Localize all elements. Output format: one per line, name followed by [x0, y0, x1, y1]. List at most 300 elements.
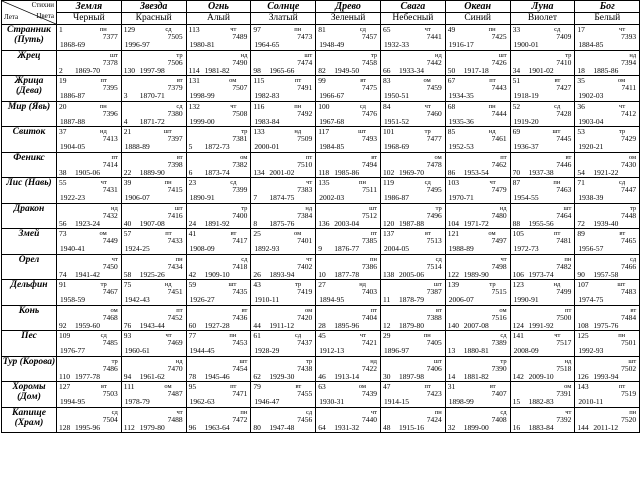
slavic-year: 7498: [491, 261, 507, 271]
year-cell: [121, 331, 186, 357]
slavic-year: 7448: [621, 210, 637, 220]
weekday: шт: [174, 204, 183, 212]
weekday: тр: [435, 204, 442, 212]
day-number: 82: [318, 65, 326, 75]
weekday: нд: [164, 281, 172, 288]
gregorian-years: 1890-91: [189, 193, 215, 202]
weekday: тр: [370, 51, 377, 59]
gregorian-years: 1959-60: [75, 320, 100, 330]
gregorian-years: 1991-92: [528, 320, 554, 330]
weekday: чт: [230, 102, 237, 110]
gregorian-years: 1985-86: [334, 167, 360, 177]
day-number: 46: [318, 371, 326, 381]
day-number: 113: [188, 25, 200, 34]
year-cell: [575, 76, 640, 102]
day-number: 75: [123, 280, 132, 289]
slavic-year: 7488: [167, 414, 183, 424]
year-cell: [316, 254, 381, 280]
slavic-year: 7400: [232, 210, 248, 220]
slavic-year: 7414: [102, 159, 118, 169]
row-name: Дельфин: [2, 280, 57, 306]
year-cell: [186, 254, 251, 280]
stick-header: Бог: [575, 1, 640, 13]
weekday: шт: [552, 128, 561, 135]
gregorian-years: 2000-01: [254, 142, 280, 151]
year-cell: [57, 50, 122, 76]
day-number: 93: [123, 331, 132, 340]
weekday: нд: [564, 357, 572, 365]
slavic-year: 7387: [426, 287, 442, 296]
year-cell: [186, 101, 251, 127]
slavic-year: 7492: [297, 108, 313, 118]
gregorian-years: 1938-39: [578, 193, 604, 202]
weekday: сд: [629, 255, 637, 263]
day-number: 84: [382, 101, 391, 111]
gregorian-years: 1948-49: [319, 40, 345, 49]
day-number: 90: [577, 269, 585, 279]
slavic-year: 7471: [232, 389, 248, 398]
day-number: 72: [577, 218, 585, 228]
gregorian-years: 1956-57: [578, 244, 604, 253]
weekday: пн: [229, 332, 237, 339]
year-cell: [316, 178, 381, 204]
day-number: 128: [59, 422, 71, 432]
weekday: пн: [175, 255, 183, 263]
day-number: 80: [253, 422, 261, 432]
year-cell: [445, 254, 510, 280]
table-row: [2, 229, 640, 255]
weekday: тр: [619, 128, 626, 135]
weekday: нд: [240, 51, 248, 59]
weekday: нд: [499, 204, 507, 212]
weekday: шт: [563, 204, 572, 212]
weekday: вт: [230, 230, 237, 237]
day-number: 119: [382, 178, 394, 187]
day-number: 109: [59, 331, 71, 340]
day-number: 36: [577, 101, 585, 111]
year-cell: [57, 407, 122, 433]
weekday: сд: [359, 102, 366, 110]
slavic-year: 7483: [621, 287, 637, 296]
weekday: сд: [554, 26, 561, 33]
slavic-year: 7395: [102, 83, 118, 92]
day-number: 39: [123, 178, 132, 187]
slavic-year: 7456: [297, 414, 313, 424]
weekday: пт: [294, 77, 302, 84]
corner-colors-label: Цвета: [36, 12, 54, 20]
weekday: пт: [370, 306, 377, 314]
slavic-year: 7398: [167, 159, 183, 169]
weekday: чт: [619, 26, 626, 33]
slavic-year: 7461: [491, 134, 507, 143]
day-number: 96: [188, 422, 197, 432]
gregorian-years: 1982-83: [254, 91, 280, 100]
stick-header: Солнце: [251, 1, 316, 13]
slavic-year: 7493: [361, 134, 377, 143]
slavic-year: 7392: [556, 414, 572, 424]
day-number: 42: [188, 269, 197, 279]
gregorian-years: 1880-81: [463, 346, 489, 355]
weekday: ом: [99, 230, 107, 237]
year-cell: [380, 254, 445, 280]
year-cell: [121, 101, 186, 127]
gregorian-years: 1989-90: [463, 269, 489, 279]
weekday: сд: [230, 179, 237, 186]
table-row: [2, 280, 640, 306]
day-number: 69: [512, 127, 521, 136]
day-number: 88: [512, 218, 521, 228]
gregorian-years: 1911-12: [269, 320, 295, 330]
gregorian-years: 1894-95: [319, 295, 345, 304]
year-cell: [57, 101, 122, 127]
day-number: 68: [447, 101, 456, 111]
year-cell: [510, 76, 575, 102]
day-number: 103: [447, 178, 460, 187]
day-number: 136: [318, 218, 330, 228]
slavic-year: 7431: [102, 185, 118, 194]
slavic-year: 7426: [491, 57, 507, 67]
row-name: Змей: [2, 229, 57, 255]
year-cell: [510, 229, 575, 255]
gregorian-years: 1962-63: [189, 397, 215, 406]
year-cell: [510, 50, 575, 76]
weekday: пт: [565, 306, 572, 314]
table-row: [2, 407, 640, 433]
slavic-year: 7421: [361, 338, 377, 347]
slavic-year: 7453: [232, 338, 248, 347]
year-cell: [445, 178, 510, 204]
gregorian-years: 1906-07: [124, 193, 150, 202]
day-number: 74: [59, 269, 67, 279]
year-cell: [121, 229, 186, 255]
slavic-year: 7491: [297, 83, 313, 92]
weekday: чт: [165, 332, 172, 339]
day-number: 63: [318, 382, 326, 391]
gregorian-years: 1885-86: [593, 65, 619, 75]
day-number: 100: [318, 101, 330, 111]
weekday: чт: [424, 26, 431, 33]
day-number: 56: [59, 218, 67, 228]
slavic-year: 7520: [621, 414, 637, 424]
year-cell: [575, 229, 640, 255]
slavic-year: 7447: [621, 185, 637, 194]
slavic-year: 7432: [102, 210, 118, 220]
year-cell: [57, 25, 122, 51]
year-cell: [251, 152, 316, 178]
weekday: вт: [176, 77, 183, 84]
weekday: нд: [434, 51, 442, 59]
gregorian-years: 1969-70: [398, 167, 424, 177]
slavic-year: 7514: [426, 261, 442, 271]
day-number: 142: [512, 371, 524, 381]
slavic-year: 7393: [621, 32, 637, 41]
day-number: 8: [253, 218, 258, 228]
year-cell: [575, 356, 640, 382]
slavic-year: 7385: [361, 236, 377, 245]
year-cell: [186, 76, 251, 102]
year-cell: [121, 50, 186, 76]
slavic-year: 7511: [362, 185, 377, 194]
gregorian-years: 1928-29: [254, 346, 280, 355]
slavic-year: 7442: [426, 57, 442, 67]
weekday: шт: [498, 51, 507, 59]
year-cell: [445, 76, 510, 102]
gregorian-years: 1975-76: [593, 320, 619, 330]
weekday: пт: [111, 153, 118, 161]
gregorian-years: 1869-70: [75, 65, 100, 75]
year-cell: [380, 356, 445, 382]
weekday: пн: [359, 179, 366, 186]
weekday: сд: [176, 102, 183, 110]
day-number: 85: [447, 127, 456, 136]
gregorian-years: 1974-75: [578, 295, 604, 304]
slavic-year: 7467: [102, 287, 118, 296]
day-number: 73: [59, 229, 67, 238]
gregorian-years: 1940-41: [60, 244, 85, 253]
slavic-year: 7429: [621, 134, 637, 143]
stick-header: Луна: [510, 1, 575, 13]
slavic-year: 7379: [167, 83, 183, 92]
gregorian-years: 1896-97: [383, 346, 409, 355]
gregorian-years: 1927-28: [204, 320, 230, 330]
table-row: [2, 203, 640, 229]
weekday: чт: [424, 102, 431, 110]
gregorian-years: 1886-87: [60, 91, 85, 100]
slavic-year: 7444: [491, 108, 507, 118]
day-number: 45: [318, 331, 326, 340]
slavic-year: 7443: [491, 83, 507, 92]
row-name: Дракон: [2, 203, 57, 229]
day-number: 59: [188, 280, 197, 289]
table-row: [2, 76, 640, 102]
day-number: 98: [253, 65, 261, 75]
weekday: пт: [100, 77, 107, 84]
day-number: 101: [382, 127, 395, 136]
day-number: 28: [318, 320, 326, 330]
year-cell: [510, 101, 575, 127]
slavic-year: 7419: [297, 287, 313, 296]
gregorian-years: 1895-96: [334, 320, 360, 330]
weekday: нд: [175, 357, 183, 365]
year-cell: [380, 305, 445, 331]
slavic-year: 7480: [491, 210, 507, 220]
slavic-year: 7388: [426, 312, 442, 322]
year-cell: [186, 407, 251, 433]
weekday: нд: [359, 281, 366, 288]
gregorian-years: 1993-94: [593, 371, 619, 381]
weekday: чт: [359, 332, 366, 339]
gregorian-years: 1988-89: [448, 244, 474, 253]
slavic-year: 7449: [102, 236, 118, 245]
gregorian-years: 1919-20: [513, 116, 539, 126]
weekday: ом: [229, 77, 237, 84]
gregorian-years: 1884-85: [578, 40, 604, 49]
weekday: ом: [240, 153, 248, 161]
slavic-year: 7438: [297, 363, 313, 373]
weekday: сд: [100, 332, 107, 339]
slavic-year: 7382: [232, 159, 248, 169]
day-number: 126: [577, 371, 589, 381]
table-row: [2, 50, 640, 76]
day-number: 134: [253, 167, 265, 177]
day-number: 132: [188, 101, 200, 111]
weekday: сд: [500, 408, 507, 416]
day-number: 37: [59, 127, 67, 136]
day-number: 123: [512, 280, 524, 289]
year-cell: [316, 331, 381, 357]
day-number: 79: [253, 382, 261, 391]
gregorian-years: 1978-79: [124, 397, 150, 406]
year-cell: [121, 254, 186, 280]
gregorian-years: 1908-09: [189, 244, 215, 253]
year-cell: [186, 25, 251, 51]
year-cell: [510, 407, 575, 433]
row-name: Жрица (Дева): [2, 76, 57, 102]
day-number: 124: [512, 320, 524, 330]
year-cell: [251, 203, 316, 229]
weekday: нд: [305, 204, 313, 212]
day-number: 47: [382, 382, 391, 391]
slavic-year: 7518: [556, 363, 572, 373]
slavic-year: 7404: [361, 312, 377, 322]
day-number: 140: [447, 320, 460, 330]
gregorian-years: 1897-98: [398, 371, 424, 381]
slavic-year: 7384: [297, 210, 313, 220]
weekday: сд: [435, 255, 442, 263]
slavic-year: 7413: [102, 134, 118, 143]
weekday: вт: [425, 230, 431, 237]
weekday: ом: [564, 383, 572, 390]
gregorian-years: 2006-07: [448, 295, 474, 304]
year-cell: [121, 305, 186, 331]
year-cell: [121, 127, 186, 153]
day-number: 141: [512, 331, 524, 340]
day-number: 50: [447, 65, 456, 75]
slavic-year: 7450: [102, 261, 118, 271]
day-number: 87: [512, 178, 521, 187]
gregorian-years: 1883-84: [528, 422, 554, 432]
weekday: сд: [359, 26, 366, 33]
slavic-year: 7390: [491, 363, 507, 373]
gregorian-years: 1914-15: [383, 397, 409, 406]
year-cell: [510, 152, 575, 178]
slavic-year: 7481: [556, 236, 572, 245]
row-name: Пес: [2, 331, 57, 357]
year-cell: [251, 229, 316, 255]
weekday: ом: [628, 153, 637, 161]
year-cell: [186, 50, 251, 76]
slavic-year: 7378: [102, 57, 118, 67]
slavic-year: 7422: [361, 363, 377, 373]
gregorian-years: 1877-78: [334, 269, 360, 279]
year-cell: [251, 331, 316, 357]
stick-header: Земля: [57, 1, 122, 13]
gregorian-years: 1945-46: [204, 371, 230, 381]
weekday: шт: [369, 204, 377, 212]
gregorian-years: 1935-36: [448, 116, 474, 126]
weekday: чт: [230, 26, 237, 33]
weekday: пн: [564, 255, 572, 263]
weekday: сд: [294, 332, 302, 339]
day-number: 52: [512, 101, 521, 111]
year-cell: [121, 356, 186, 382]
day-number: 3: [123, 91, 128, 100]
day-number: 130: [123, 65, 136, 75]
gregorian-years: 1929-30: [269, 371, 295, 381]
gregorian-years: 1937-38: [528, 167, 554, 177]
year-cell: [575, 152, 640, 178]
gregorian-years: 1931-32: [334, 422, 360, 432]
year-cell: [316, 25, 381, 51]
weekday: сд: [618, 179, 626, 186]
gregorian-years: 1942-43: [124, 295, 150, 304]
day-number: 58: [123, 269, 132, 279]
weekday: тр: [565, 51, 572, 59]
year-cell: [316, 101, 381, 127]
gregorian-years: 1917-18: [463, 65, 489, 75]
table-row: [2, 254, 640, 280]
year-cell: [380, 50, 445, 76]
table-row: [2, 305, 640, 331]
slavic-year: 7417: [232, 236, 248, 245]
day-number: 97: [253, 25, 261, 34]
year-cell: [316, 76, 381, 102]
day-number: 92: [59, 320, 67, 330]
slavic-year: 7383: [297, 185, 313, 194]
gregorian-years: 1879-80: [398, 320, 424, 330]
day-number: 32: [447, 422, 456, 432]
slavic-year: 7501: [621, 338, 637, 347]
slavic-year: 7494: [361, 159, 377, 169]
weekday: вт: [101, 383, 107, 390]
slavic-year: 7409: [556, 32, 572, 41]
weekday: пн: [434, 408, 442, 416]
weekday: тр: [489, 281, 496, 288]
day-number: 62: [253, 371, 261, 381]
slavic-year: 7427: [556, 83, 572, 92]
day-number: 70: [512, 167, 521, 177]
gregorian-years: 1957-58: [593, 269, 619, 279]
slavic-year: 7474: [297, 57, 313, 67]
year-cell: [316, 127, 381, 153]
year-cell: [316, 407, 381, 433]
day-number: 133: [253, 127, 265, 136]
weekday: шт: [304, 51, 313, 59]
year-cell: [186, 152, 251, 178]
slavic-year: 7399: [232, 185, 248, 194]
weekday: ом: [488, 230, 496, 237]
year-cell: [510, 382, 575, 408]
year-cell: [121, 280, 186, 306]
weekday: шт: [433, 281, 442, 288]
weekday: тр: [306, 357, 313, 365]
year-cell: [251, 101, 316, 127]
slavic-year: 7507: [232, 83, 248, 92]
slavic-year: 7433: [167, 236, 183, 245]
day-number: 66: [382, 65, 391, 75]
year-cell: [57, 254, 122, 280]
slavic-year: 7405: [426, 338, 442, 347]
gregorian-years: 1950-51: [383, 91, 409, 100]
slavic-year: 7389: [491, 338, 507, 347]
day-number: 55: [59, 178, 67, 187]
slavic-year: 7407: [491, 389, 507, 398]
year-cell: [186, 305, 251, 331]
year-cell: [121, 25, 186, 51]
weekday: ом: [499, 306, 507, 314]
slavic-year: 7516: [491, 312, 507, 322]
slavic-year: 7466: [621, 261, 637, 271]
